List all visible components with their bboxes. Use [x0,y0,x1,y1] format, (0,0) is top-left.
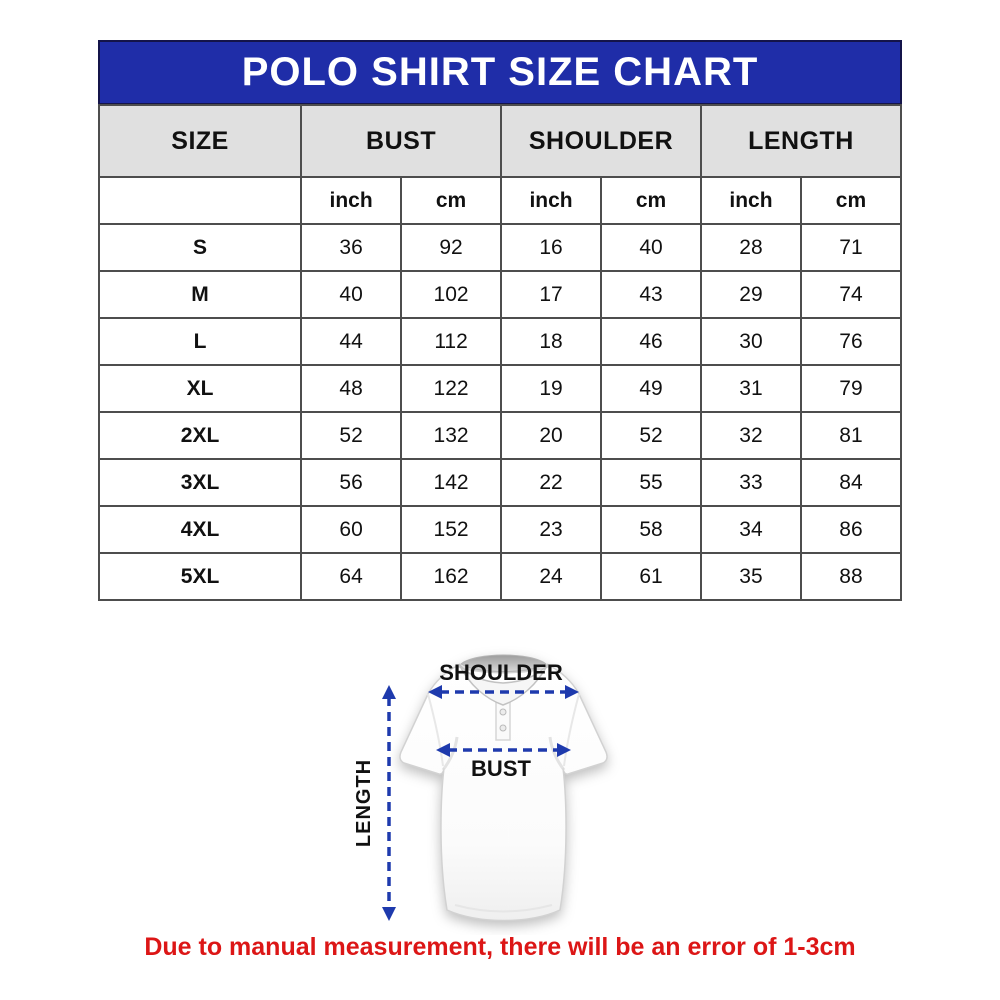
value-cell: 23 [501,506,601,553]
value-cell: 24 [501,553,601,600]
value-cell: 60 [301,506,401,553]
value-cell: 58 [601,506,701,553]
value-cell: 122 [401,365,501,412]
shoulder-label: SHOULDER [439,660,563,685]
polo-shirt-illustration [400,655,607,921]
value-cell: 28 [701,224,801,271]
unit-cell-empty [99,177,301,224]
column-group-row [99,105,901,177]
value-cell: 71 [801,224,901,271]
unit-row [99,177,901,224]
table-row [99,412,901,459]
table-row [99,506,901,553]
value-cell: 88 [801,553,901,600]
table-row [99,318,901,365]
size-label: 3XL [99,459,301,506]
value-cell: 86 [801,506,901,553]
value-cell: 18 [501,318,601,365]
unit-cell: inch [701,177,801,224]
value-cell: 29 [701,271,801,318]
size-label: 2XL [99,412,301,459]
value-cell: 40 [601,224,701,271]
value-cell: 16 [501,224,601,271]
value-cell: 31 [701,365,801,412]
value-cell: 64 [301,553,401,600]
chart-title: POLO SHIRT SIZE CHART [241,50,759,94]
button-bottom [500,725,506,731]
value-cell: 76 [801,318,901,365]
value-cell: 30 [701,318,801,365]
column-header-shoulder: SHOULDER [501,105,701,177]
measurement-note: Due to manual measurement, there will be an error of 1-3cm [144,933,856,961]
value-cell: 46 [601,318,701,365]
value-cell: 48 [301,365,401,412]
unit-cell: cm [401,177,501,224]
size-label: 4XL [99,506,301,553]
value-cell: 44 [301,318,401,365]
value-cell: 52 [601,412,701,459]
button-top [500,709,506,715]
column-header-size: SIZE [99,105,301,177]
value-cell: 61 [601,553,701,600]
value-cell: 55 [601,459,701,506]
table-row [99,224,901,271]
unit-cell: cm [601,177,701,224]
column-header-length: LENGTH [701,105,901,177]
value-cell: 142 [401,459,501,506]
value-cell: 152 [401,506,501,553]
value-cell: 81 [801,412,901,459]
value-cell: 52 [301,412,401,459]
value-cell: 20 [501,412,601,459]
value-cell: 19 [501,365,601,412]
value-cell: 132 [401,412,501,459]
unit-cell: inch [301,177,401,224]
value-cell: 49 [601,365,701,412]
unit-cell: cm [801,177,901,224]
size-label: L [99,318,301,365]
value-cell: 102 [401,271,501,318]
value-cell: 22 [501,459,601,506]
column-header-bust: BUST [301,105,501,177]
length-arrow [382,685,396,921]
value-cell: 43 [601,271,701,318]
value-cell: 74 [801,271,901,318]
value-cell: 84 [801,459,901,506]
value-cell: 35 [701,553,801,600]
size-chart-table [98,104,902,601]
value-cell: 33 [701,459,801,506]
value-cell: 92 [401,224,501,271]
value-cell: 34 [701,506,801,553]
chart-title-bar [98,40,902,105]
table-row [99,365,901,412]
size-label: M [99,271,301,318]
value-cell: 40 [301,271,401,318]
bust-label: BUST [471,756,531,781]
size-chart [98,40,902,601]
measurement-diagram [343,640,665,935]
unit-cell: inch [501,177,601,224]
table-row [99,553,901,600]
value-cell: 17 [501,271,601,318]
size-label: 5XL [99,553,301,600]
table-row [99,459,901,506]
size-label: XL [99,365,301,412]
value-cell: 162 [401,553,501,600]
size-label: S [99,224,301,271]
value-cell: 36 [301,224,401,271]
value-cell: 79 [801,365,901,412]
table-row [99,271,901,318]
value-cell: 32 [701,412,801,459]
value-cell: 56 [301,459,401,506]
value-cell: 112 [401,318,501,365]
length-label: LENGTH [353,758,375,848]
